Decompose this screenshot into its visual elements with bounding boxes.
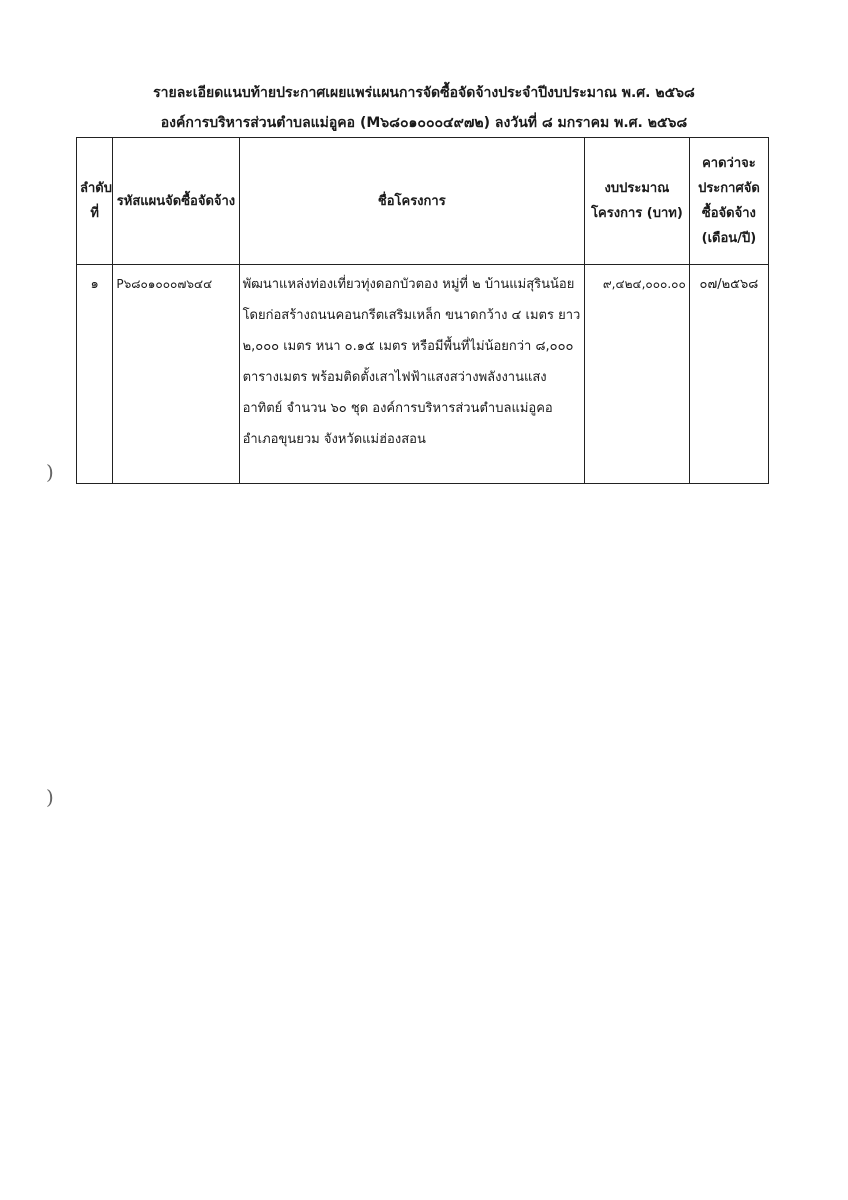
binding-hole-mark: ) [46, 460, 54, 484]
col-header-no: ลำดับที่ [77, 138, 113, 265]
cell-budget: ๙,๔๒๔,๐๐๐.๐๐ [585, 265, 690, 484]
col-header-budget: งบประมาณโครงการ (บาท) [585, 138, 690, 265]
procurement-plan-table [76, 137, 769, 484]
cell-plan-code: P๖๘๐๑๐๐๐๗๖๔๔ [113, 265, 239, 484]
binding-hole-mark: ) [46, 785, 54, 809]
col-header-announce-date: คาดว่าจะประกาศจัดซื้อจัดจ้าง (เดือน/ปี) [689, 138, 768, 265]
col-header-plan-code: รหัสแผนจัดซื้อจัดจ้าง [113, 138, 239, 265]
table-header-row [77, 138, 769, 265]
document-subtitle: องค์การบริหารส่วนตำบลแม่อูคอ (M๖๘๐๑๐๐๐๔๙๗๒) ลงวันที่ ๘ มกราคม พ.ศ. ๒๕๖๘ [160, 115, 688, 131]
cell-project-name: พัฒนาแหล่งท่องเที่ยวทุ่งดอกบัวตอง หมู่ที่ ๒ บ้านแม่สุรินน้อย โดยก่อสร้างถนนคอนกรีตเสริมเหล็ก ขนาดกว้าง ๔ เมตร ยาว ๒,๐๐๐ เมตร หนา ๐.๑๕ เมตร หรือมีพื้นที่ไม่น้อยกว่า ๘,๐๐๐ ตารางเมตร พร้อมติดตั้งเสาไฟฟ้าแสงสว่างพลังงานแสงอาทิตย์ จำนวน ๖๐ ชุด องค์การบริหารส่วนตำบลแม่อูคอ อำเภอขุนยวม จังหวัดแม่ฮ่องสอน [239, 265, 584, 484]
table-row [77, 265, 769, 484]
cell-no: ๑ [77, 265, 113, 484]
document-title: รายละเอียดแนบท้ายประกาศเผยแพร่แผนการจัดซื้อจัดจ้างประจำปีงบประมาณ พ.ศ. ๒๕๖๘ [153, 85, 695, 101]
col-header-project-name: ชื่อโครงการ [239, 138, 584, 265]
cell-announce-date: ๐๗/๒๕๖๘ [689, 265, 768, 484]
